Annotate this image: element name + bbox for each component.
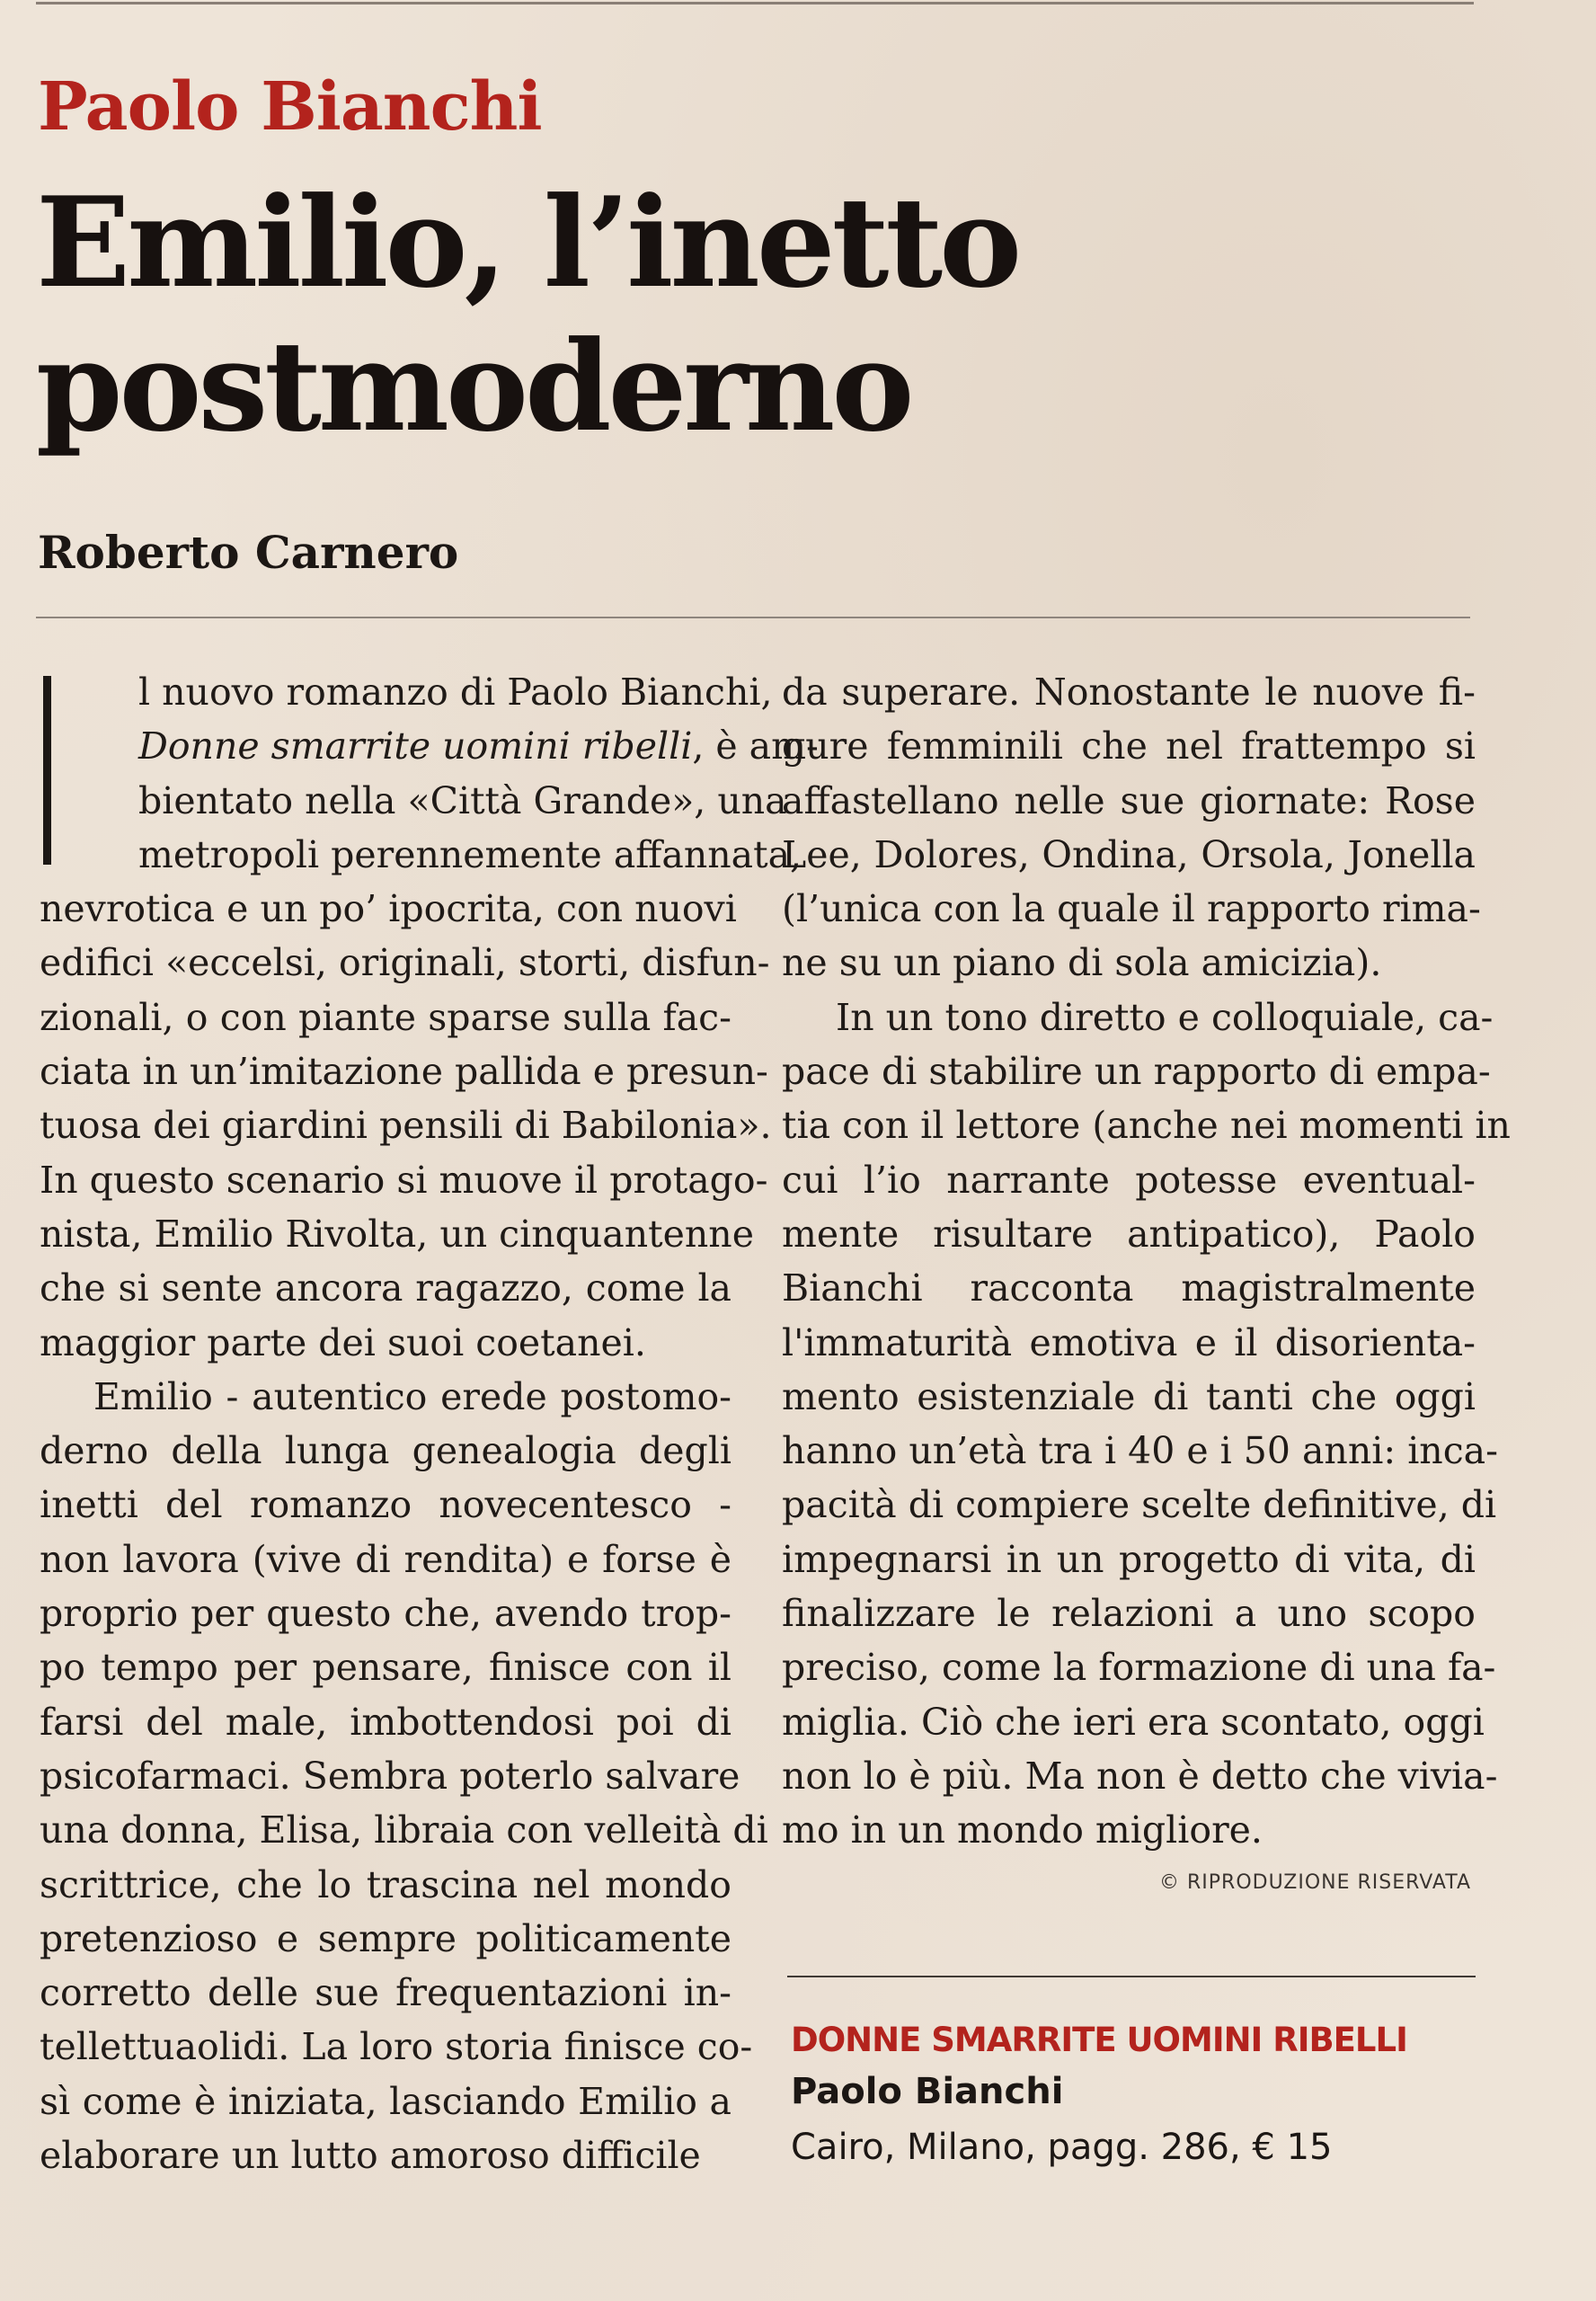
text-line: l'immaturità emotiva e il disorienta-	[782, 1320, 1476, 1364]
text-line: po tempo per pensare, finisce con il	[40, 1646, 732, 1690]
text-line: edifici «eccelsi, originali, storti, disfun-	[40, 941, 770, 985]
text-line: che si sente ancora ragazzo, come la	[40, 1266, 732, 1310]
text-line: zionali, o con piante sparse sulla fac-	[40, 995, 732, 1039]
text-line: nevrotica e un po’ ipocrita, con nuovi	[40, 887, 737, 931]
byline: Roberto Carnero	[38, 526, 459, 579]
text-line: mente risultare antipatico), Paolo	[782, 1212, 1476, 1256]
text-line: In un tono diretto e colloquiale, ca-	[836, 995, 1494, 1039]
headline-line-1: Emilio, l’inetto	[36, 169, 1019, 315]
text-line: (l’unica con la quale il rapporto rima-	[782, 887, 1481, 931]
headline-line-2: postmoderno	[36, 313, 911, 459]
text-line: pace di stabilire un rapporto di empa-	[782, 1050, 1491, 1094]
text-line: affastellano nelle sue giornate: Rose	[782, 778, 1476, 822]
text-line: ne su un piano di sola amicizia).	[782, 941, 1382, 985]
headline	[36, 171, 1024, 458]
text-line: Emilio - autentico erede postomo-	[93, 1374, 732, 1418]
text-line	[40, 719, 819, 773]
text-line: proprio per questo che, avendo trop-	[40, 1592, 732, 1636]
text-line: da superare. Nonostante le nuove fi-	[782, 671, 1476, 714]
text-line: gure femminili che nel frattempo si	[782, 724, 1476, 768]
text-line: tia con il lettore (anche nei momenti in	[782, 1104, 1511, 1148]
text-line: sì come è iniziata, lasciando Emilio a	[40, 2079, 732, 2123]
text-line: elaborare un lutto amoroso difficile	[40, 2134, 701, 2178]
text-line: mento esistenziale di tanti che oggi	[782, 1374, 1476, 1418]
text-line: hanno un’età tra i 40 e i 50 anni: inca-	[782, 1429, 1498, 1473]
kicker-author: Paolo Bianchi	[38, 68, 542, 146]
book-title-italic: Donne smarrite uomini ribelli	[138, 724, 693, 768]
book-title: DONNE SMARRITE UOMINI RIBELLI	[791, 2021, 1407, 2059]
text-line: tellettuaolidi. La loro storia finisce co-	[40, 2025, 753, 2069]
text-line: una donna, Elisa, libraia con velleità di	[40, 1808, 768, 1852]
text-line: In questo scenario si muove il protago-	[40, 1158, 768, 1202]
book-box-rule	[787, 1976, 1476, 1977]
text-line: ciata in un’imitazione pallida e presun-	[40, 1050, 768, 1094]
text-line: tuosa dei giardini pensili di Babilonia».	[40, 1104, 772, 1148]
text-line: pacità di compiere scelte definitive, di	[782, 1483, 1497, 1527]
text-line: non lo è più. Ma non è detto che vivia-	[782, 1754, 1498, 1798]
text-line: nista, Emilio Rivolta, un cinquantenne	[40, 1212, 754, 1256]
top-rule	[36, 2, 1474, 4]
section-rule	[36, 617, 1470, 618]
text-line: psicofarmaci. Sembra poterlo salvare	[40, 1754, 740, 1798]
text-line: inetti del romanzo novecentesco -	[40, 1483, 732, 1527]
text-line: farsi del male, imbottendosi poi di	[40, 1700, 732, 1744]
text-line: metropoli perennemente affannata,	[138, 832, 802, 876]
text-line: derno della lunga genealogia degli	[40, 1429, 732, 1473]
book-author: Paolo Bianchi	[791, 2071, 1064, 2112]
left-column	[40, 665, 819, 2182]
text-fragment: , è am-	[692, 724, 819, 768]
text-line: bientato nella «Città Grande», una	[138, 778, 787, 822]
book-info: Cairo, Milano, pagg. 286, € 15	[791, 2127, 1333, 2168]
text-line: non lavora (vive di rendita) e forse è	[40, 1537, 732, 1581]
text-line: maggior parte dei suoi coetanei.	[40, 1320, 646, 1364]
text-line: mo in un mondo migliore.	[782, 1808, 1263, 1852]
text-line: miglia. Ciò che ieri era scontato, oggi	[782, 1700, 1485, 1744]
text-line: l nuovo romanzo di Paolo Bianchi,	[138, 671, 773, 714]
text-line: Lee, Dolores, Ondina, Orsola, Jonella	[782, 832, 1476, 876]
copyright-note: © RIPRODUZIONE RISERVATA	[1159, 1871, 1472, 1894]
right-column	[782, 665, 1511, 1858]
text-line: scrittrice, che lo trascina nel mondo	[40, 1862, 732, 1906]
text-line: cui l’io narrante potesse eventual-	[782, 1158, 1476, 1202]
text-line: finalizzare le relazioni a uno scopo	[782, 1592, 1476, 1636]
text-line: preciso, come la formazione di una fa-	[782, 1646, 1496, 1690]
text-line: impegnarsi in un progetto di vita, di	[782, 1537, 1476, 1581]
text-line: corretto delle sue frequentazioni in-	[40, 1971, 732, 2015]
text-line: Bianchi racconta magistralmente	[782, 1266, 1476, 1310]
text-line: pretenzioso e sempre politicamente	[40, 1916, 732, 1960]
